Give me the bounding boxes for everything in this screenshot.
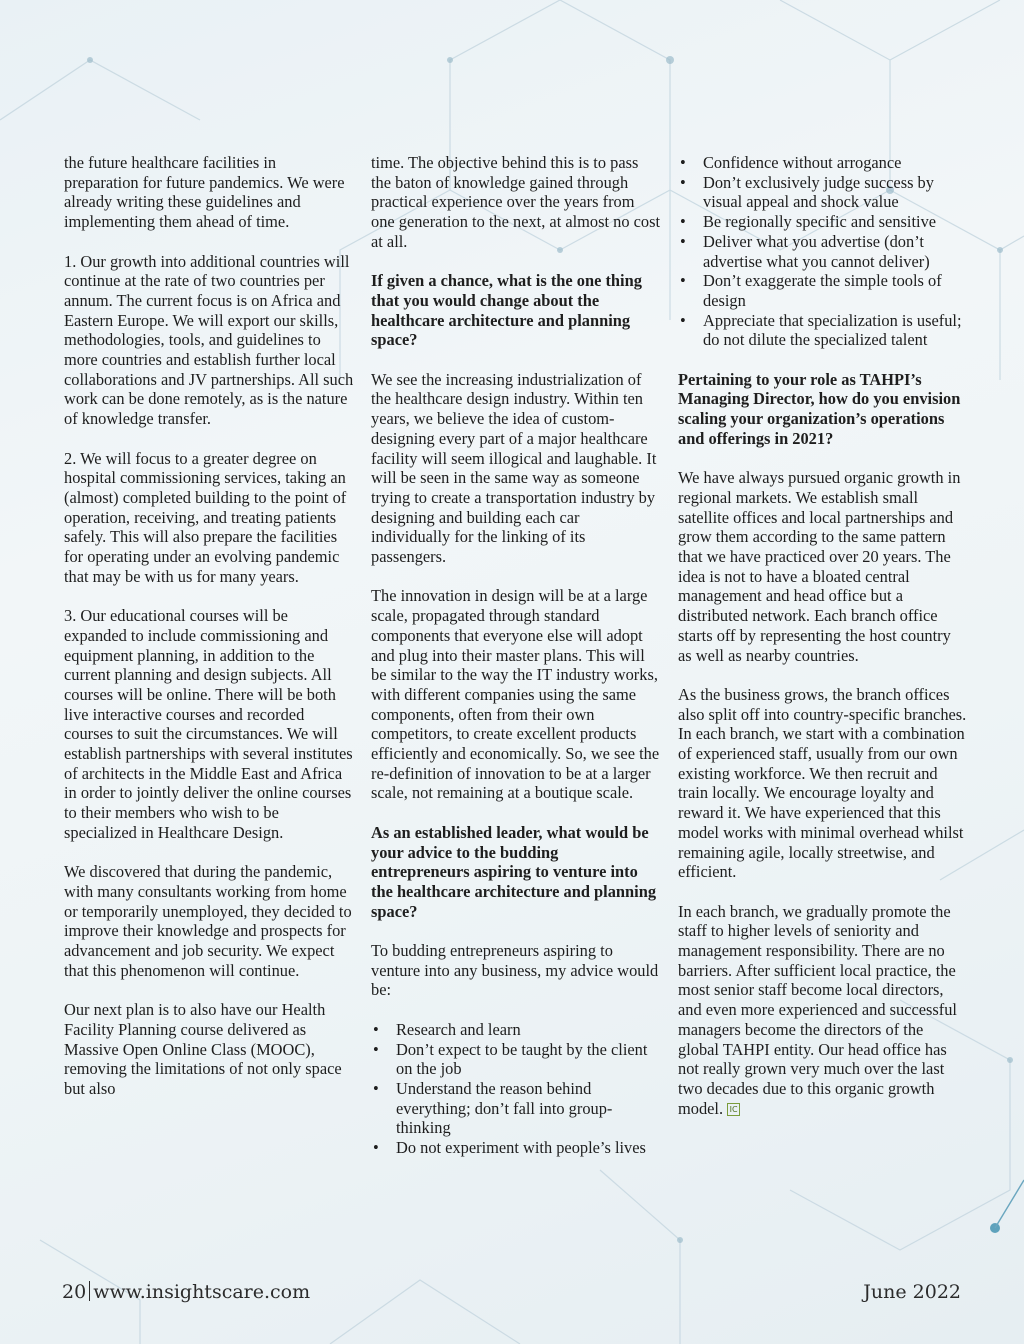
paragraph-final bbox=[678, 902, 968, 1119]
paragraph: As the business grows, the branch offices also split off into country-specific branches. In each branch, we start with a combination of experienced staff, usually from our own existing workforce. We then recruit and train locally. We encourage loyalty and reward it. We have experienced that this model works with minimal overhead whilst remaining agile, locally streetwise, and efficient. bbox=[678, 684, 967, 882]
paragraph: We see the increasing industrialization of the healthcare design industry. Within ten years, we believe the idea of custom-designing every part of a major healthcare facility will seem illogical and laughable. It will be seen in the same way as someone trying to create a transportation industry by designing and building each car individually for the linking of its passengers. bbox=[371, 369, 657, 567]
page-number: 20 bbox=[62, 1281, 87, 1303]
paragraph: To budding entrepreneurs aspiring to venture into any business, my advice would be: bbox=[371, 941, 659, 1000]
list-item: • Appreciate that specialization is useful; do not dilute the specialized talent bbox=[678, 311, 968, 350]
interview-question: If given a chance, what is the one thing that you would change about the healthcare architecture and planning space? bbox=[371, 271, 642, 350]
list-item: • Understand the reason behind everything; don’t fall into group-thinking bbox=[371, 1079, 661, 1138]
interview-question: Pertaining to your role as TAHPI’s Managing Director, how do you envision scaling your organization’s operations and offerings in 2021? bbox=[678, 369, 961, 448]
paragraph: time. The objective behind this is to pass the baton of knowledge gained through practical experience over the years from one generation to the next, at almost no cost at all. bbox=[371, 153, 661, 251]
article-column-1 bbox=[64, 153, 354, 1118]
paragraph: the future healthcare facilities in preparation for future pandemics. We were already writing these guidelines and implementing them ahead of time. bbox=[64, 153, 345, 232]
list-item: • Confidence without arrogance bbox=[678, 153, 968, 173]
footer-divider bbox=[89, 1281, 90, 1301]
list-item: • Don’t exaggerate the simple tools of design bbox=[678, 271, 968, 310]
list-item: • Be regionally specific and sensitive bbox=[678, 212, 968, 232]
paragraph: 2. We will focus to a greater degree on hospital commissioning services, taking an (almost) completed building to the point of operation, receiving, and treating patients safely. This will also prepare the facilities for operating under an evolving pandemic that may be with us for many years. bbox=[64, 448, 347, 586]
article-column-3 bbox=[678, 153, 968, 1138]
paragraph: 3. Our educational courses will be expanded to include commissioning and equipment planning, in addition to the current planning and design subjects. All courses will be online. There will be both live interactive courses and recorded courses to suit the circumstances. We will establish partnerships with several institutes of architects in the Middle East and Africa in order to jointly deliver the online courses to their members who wish to be specialized in Healthcare Design. bbox=[64, 606, 353, 842]
list-item: • Don’t exclusively judge success by visual appeal and shock value bbox=[678, 173, 968, 212]
paragraph: 1. Our growth into additional countries will continue at the rate of two countries per annum. The current focus is on Africa and Eastern Europe. We will export our skills, methodologies, tools, and guidelines to more countries and establish further local collaborations and JV partnerships. All such work can be done remotely, as is the nature of knowledge transfer. bbox=[64, 251, 354, 429]
website-url[interactable]: www.insightscare.com bbox=[93, 1281, 311, 1303]
footer-page-info bbox=[62, 1281, 310, 1303]
interview-question: As an established leader, what would be your advice to the budding entrepreneurs aspiring to venture into the healthcare architecture and planning space? bbox=[371, 822, 657, 921]
list-item: • Do not experiment with people’s lives bbox=[371, 1138, 661, 1158]
paragraph: Our next plan is to also have our Health Facility Planning course delivered as Massive Open Online Class (MOOC), removing the limitations of not only space but also bbox=[64, 1000, 342, 1098]
advice-list bbox=[371, 1020, 661, 1158]
paragraph: We have always pursued organic growth in regional markets. We establish small satellite offices and local partnerships and grow them according to the same pattern that we have practiced over 20 years. The idea is not to have a bloated central management and head office but a distributed network. Each branch office starts off by representing the host country as well as nearby countries. bbox=[678, 468, 961, 665]
list-item: • Deliver what you advertise (don’t advertise what you cannot deliver) bbox=[678, 232, 968, 271]
paragraph: We discovered that during the pandemic, with many consultants working from home or temporarily unemployed, they decided to improve their knowledge and prospects for advancement and job security. We expect that this phenomenon will continue. bbox=[64, 862, 352, 980]
paragraph: The innovation in design will be at a large scale, propagated through standard components that everyone else will adopt and plug into their master plans. This will be similar to the way the IT industry works, with different companies using the same components, often from their own competitors, to create excellent products efficiently and economically. So, we see the re-definition of innovation to be at a larger scale, not remaining at a boutique scale. bbox=[371, 586, 660, 803]
issue-date: June 2022 bbox=[863, 1281, 961, 1303]
article-column-2 bbox=[371, 153, 661, 1177]
list-item: • Research and learn bbox=[371, 1020, 661, 1040]
advice-list-continued bbox=[678, 153, 968, 350]
list-item: • Don’t expect to be taught by the client on the job bbox=[371, 1040, 661, 1079]
paragraph-text: In each branch, we gradually promote the staff to higher levels of seniority and management responsibility. There are no barriers. After sufficient local practice, the most senior staff become local directors, and even more experienced and successful managers become the directors of the global TAHPI entity. Our head office has not really grown very much over the last two decades due to this organic growth model. bbox=[678, 901, 957, 1118]
article-end-icon: IC bbox=[727, 1103, 740, 1116]
